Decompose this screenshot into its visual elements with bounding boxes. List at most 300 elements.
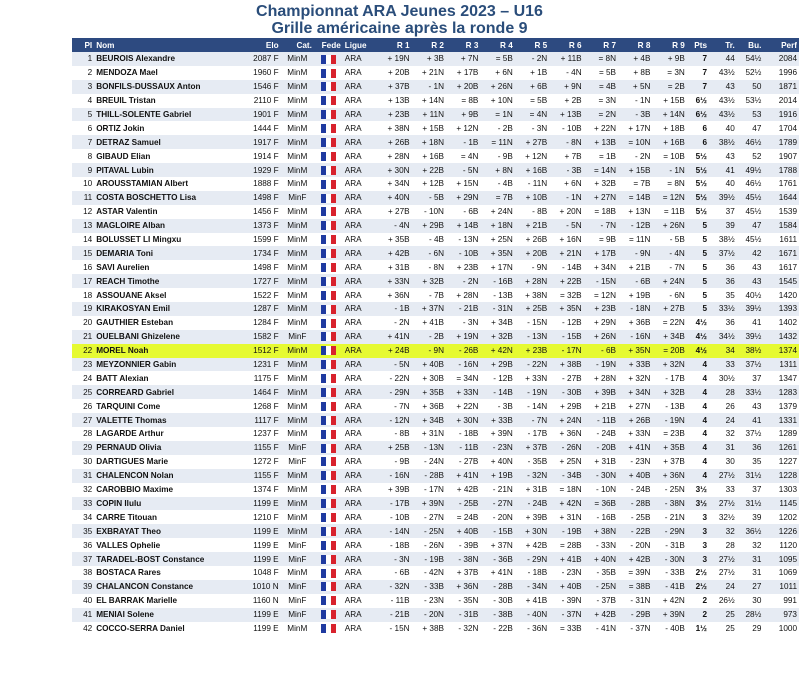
cell-r8: + 41N (618, 441, 652, 455)
cell-pts: 3½ (687, 483, 709, 497)
cell-pts: 3 (687, 538, 709, 552)
cell-r5: - 8B (515, 205, 549, 219)
cell-pl: 40 (72, 594, 94, 608)
france-flag-icon (321, 55, 336, 64)
cell-perf: 1539 (763, 205, 799, 219)
cell-pl: 28 (72, 427, 94, 441)
cell-ligue: ARA (343, 260, 374, 274)
cell-ligue: ARA (343, 483, 374, 497)
cell-r5: + 33N (515, 371, 549, 385)
cell-elo: 1231 F (234, 358, 281, 372)
cell-ligue: ARA (343, 538, 374, 552)
cell-r8: - 3B (618, 108, 652, 122)
cell-r1: - 5N (374, 358, 412, 372)
cell-ligue: ARA (343, 163, 374, 177)
cell-pts: 1½ (687, 622, 709, 636)
cell-elo: 1010 N (234, 580, 281, 594)
cell-pl: 39 (72, 580, 94, 594)
fede-cell (314, 316, 343, 330)
cell-r6: + 16N (549, 233, 583, 247)
france-flag-icon (321, 485, 336, 494)
cell-r3: - 38N (446, 552, 480, 566)
cell-name: CAROBBIO Maxime (94, 483, 234, 497)
cell-r7: = 8N (584, 52, 618, 66)
cell-tr: 34 (709, 344, 737, 358)
fede-cell (314, 358, 343, 372)
cell-ligue: ARA (343, 149, 374, 163)
cell-r1: - 32N (374, 580, 412, 594)
cell-r6: + 29B (549, 399, 583, 413)
cell-pts: 2 (687, 594, 709, 608)
cell-pts: 4 (687, 427, 709, 441)
cell-cat: MinM (281, 427, 314, 441)
cell-r2: + 37N (412, 302, 446, 316)
cell-cat: MinM (281, 483, 314, 497)
header-r4: R 4 (480, 38, 514, 52)
cell-bu: 46½ (737, 177, 764, 191)
cell-r5: - 19N (515, 385, 549, 399)
cell-tr: 24 (709, 580, 737, 594)
cell-name: KIRAKOSYAN Emil (94, 302, 234, 316)
table-row (72, 149, 799, 163)
cell-pts: 5 (687, 302, 709, 316)
cell-pts: 4 (687, 399, 709, 413)
cell-r4: = 1N (480, 108, 514, 122)
cell-tr: 27½ (709, 469, 737, 483)
cell-pts: 5½ (687, 205, 709, 219)
table-row (72, 163, 799, 177)
fede-cell (314, 510, 343, 524)
cell-tr: 39 (709, 219, 737, 233)
cell-r9: - 5B (652, 233, 686, 247)
cell-r4: - 14B (480, 385, 514, 399)
cell-perf: 1374 (763, 344, 799, 358)
cell-r5: + 20B (515, 246, 549, 260)
fede-cell (314, 121, 343, 135)
cell-r7: + 32B (584, 177, 618, 191)
cell-pl: 41 (72, 608, 94, 622)
cell-r4: + 10N (480, 94, 514, 108)
cell-r6: = 33B (549, 622, 583, 636)
cell-r4: + 18N (480, 219, 514, 233)
cell-r5: - 14N (515, 399, 549, 413)
cell-r8: + 13N (618, 205, 652, 219)
table-row (72, 233, 799, 247)
cell-r2: - 6N (412, 246, 446, 260)
france-flag-icon (321, 96, 336, 105)
cell-cat: MinM (281, 219, 314, 233)
cell-perf: 1907 (763, 149, 799, 163)
cell-elo: 2087 F (234, 52, 281, 66)
cell-pl: 9 (72, 163, 94, 177)
cell-name: MEYZONNIER Gabin (94, 358, 234, 372)
cell-r4: - 12B (480, 371, 514, 385)
cell-pts: 2½ (687, 566, 709, 580)
cell-r9: - 33B (652, 566, 686, 580)
cell-r1: + 40N (374, 191, 412, 205)
cell-r5: + 27B (515, 135, 549, 149)
cell-r4: - 15B (480, 524, 514, 538)
cell-ligue: ARA (343, 622, 374, 636)
cell-bu: 35 (737, 455, 764, 469)
cell-r4: - 31N (480, 302, 514, 316)
cell-name: CHALANCON Constance (94, 580, 234, 594)
cell-r6: = 32B (549, 288, 583, 302)
cell-r2: + 22B (412, 163, 446, 177)
cell-r5: - 40N (515, 608, 549, 622)
table-row (72, 177, 799, 191)
cell-perf: 1303 (763, 483, 799, 497)
france-flag-icon (321, 180, 336, 189)
cell-cat: MinF (281, 594, 314, 608)
cell-r5: - 29N (515, 552, 549, 566)
cell-r3: = 34N (446, 371, 480, 385)
cell-r2: + 16B (412, 149, 446, 163)
cell-ligue: ARA (343, 66, 374, 80)
cell-r4: + 33B (480, 413, 514, 427)
cell-r4: + 32B (480, 330, 514, 344)
cell-perf: 2084 (763, 52, 799, 66)
cell-r8: + 40B (618, 469, 652, 483)
fede-cell (314, 274, 343, 288)
cell-r1: - 7N (374, 399, 412, 413)
cell-pl: 13 (72, 219, 94, 233)
cell-r6: + 31N (549, 510, 583, 524)
cell-perf: 991 (763, 594, 799, 608)
fede-cell (314, 385, 343, 399)
cell-r2: - 27N (412, 510, 446, 524)
cell-tr: 24 (709, 413, 737, 427)
cell-r2: + 18N (412, 135, 446, 149)
cell-r6: + 38B (549, 358, 583, 372)
cell-name: VALETTE Thomas (94, 413, 234, 427)
table-body (72, 52, 799, 635)
france-flag-icon (321, 555, 336, 564)
cell-r7: - 25N (584, 580, 618, 594)
header-perf: Perf (763, 38, 799, 52)
cell-r8: + 17N (618, 121, 652, 135)
cell-name: COCCO-SERRA Daniel (94, 622, 234, 636)
cell-r1: + 20B (374, 66, 412, 80)
cell-cat: MinM (281, 302, 314, 316)
cell-r6: + 42N (549, 497, 583, 511)
cell-tr: 28 (709, 538, 737, 552)
cell-r3: - 6B (446, 205, 480, 219)
cell-r6: = 28B (549, 538, 583, 552)
cell-ligue: ARA (343, 219, 374, 233)
cell-ligue: ARA (343, 427, 374, 441)
cell-r1: + 33N (374, 274, 412, 288)
cell-r4: = 11N (480, 135, 514, 149)
table-row (72, 566, 799, 580)
france-flag-icon (321, 416, 336, 425)
cell-cat: MinM (281, 66, 314, 80)
cell-r7: - 15N (584, 274, 618, 288)
cell-r2: + 3B (412, 52, 446, 66)
france-flag-icon (321, 444, 336, 453)
cell-pl: 16 (72, 260, 94, 274)
cell-name: SAVI Aurelien (94, 260, 234, 274)
cell-tr: 37½ (709, 246, 737, 260)
cell-r2: - 26N (412, 538, 446, 552)
france-flag-icon (321, 360, 336, 369)
cell-cat: MinM (281, 288, 314, 302)
cell-bu: 45½ (737, 205, 764, 219)
cell-pts: 4½ (687, 344, 709, 358)
cell-elo: 1498 F (234, 191, 281, 205)
cell-r2: - 42N (412, 566, 446, 580)
cell-r5: + 6B (515, 80, 549, 94)
cell-tr: 36 (709, 316, 737, 330)
fede-cell (314, 566, 343, 580)
cell-r6: - 27B (549, 371, 583, 385)
cell-perf: 1379 (763, 399, 799, 413)
cell-r8: - 29B (618, 608, 652, 622)
cell-r4: - 38B (480, 608, 514, 622)
cell-r2: + 36B (412, 399, 446, 413)
france-flag-icon (321, 596, 336, 605)
cell-r9: = 2B (652, 80, 686, 94)
cell-r1: + 13B (374, 94, 412, 108)
cell-r2: + 31N (412, 427, 446, 441)
cell-perf: 1761 (763, 177, 799, 191)
table-row (72, 302, 799, 316)
cell-bu: 37½ (737, 358, 764, 372)
cell-r4: - 30B (480, 594, 514, 608)
cell-perf: 1145 (763, 497, 799, 511)
cell-r6: - 10B (549, 121, 583, 135)
cell-r5: - 24B (515, 497, 549, 511)
cell-cat: MinM (281, 177, 314, 191)
header-r8: R 8 (618, 38, 652, 52)
cell-r5: + 10B (515, 191, 549, 205)
cell-r1: - 1B (374, 302, 412, 316)
cell-pl: 29 (72, 441, 94, 455)
cell-r3: + 30N (446, 413, 480, 427)
cell-r6: - 30B (549, 385, 583, 399)
cell-pl: 18 (72, 288, 94, 302)
cell-r9: + 32N (652, 358, 686, 372)
cell-tr: 31 (709, 441, 737, 455)
cell-bu: 52½ (737, 66, 764, 80)
cell-r5: + 37B (515, 441, 549, 455)
cell-bu: 39½ (737, 330, 764, 344)
cell-r2: + 12B (412, 177, 446, 191)
cell-pl: 7 (72, 135, 94, 149)
cell-tr: 43 (709, 80, 737, 94)
cell-r7: + 40N (584, 552, 618, 566)
cell-r1: + 27B (374, 205, 412, 219)
cell-r6: - 39N (549, 594, 583, 608)
cell-pl: 1 (72, 52, 94, 66)
cell-name: LAGARDE Arthur (94, 427, 234, 441)
table-row (72, 455, 799, 469)
cell-r7: + 38N (584, 524, 618, 538)
cell-elo: 1727 F (234, 274, 281, 288)
table-row (72, 94, 799, 108)
cell-r3: + 37B (446, 566, 480, 580)
cell-r8: + 5N (618, 80, 652, 94)
cell-cat: MinM (281, 260, 314, 274)
cell-pl: 37 (72, 552, 94, 566)
cell-r9: - 31B (652, 538, 686, 552)
cell-name: BOLUSSET LI Mingxu (94, 233, 234, 247)
cell-ligue: ARA (343, 566, 374, 580)
cell-r8: + 34N (618, 385, 652, 399)
cell-cat: MinM (281, 274, 314, 288)
cell-r6: + 7B (549, 149, 583, 163)
cell-r7: + 31B (584, 455, 618, 469)
table-row (72, 108, 799, 122)
cell-tr: 36 (709, 274, 737, 288)
cell-name: BATT Alexian (94, 371, 234, 385)
fede-cell (314, 80, 343, 94)
cell-r9: + 9B (652, 52, 686, 66)
cell-r8: - 2N (618, 149, 652, 163)
cell-r9: = 3N (652, 66, 686, 80)
cell-perf: 973 (763, 608, 799, 622)
cell-r6: - 5N (549, 219, 583, 233)
table-row (72, 538, 799, 552)
cell-cat: MinM (281, 94, 314, 108)
cell-pts: 4 (687, 413, 709, 427)
cell-r6: - 8N (549, 135, 583, 149)
france-flag-icon (321, 221, 336, 230)
cell-r7: + 17B (584, 246, 618, 260)
cell-r3: - 18B (446, 427, 480, 441)
cell-pl: 14 (72, 233, 94, 247)
france-flag-icon (321, 124, 336, 133)
cell-r1: - 15N (374, 622, 412, 636)
fede-cell (314, 483, 343, 497)
cell-r4: - 4B (480, 177, 514, 191)
cell-r3: - 1B (446, 135, 480, 149)
cell-r1: + 34N (374, 177, 412, 191)
cell-name: ORTIZ Jokin (94, 121, 234, 135)
cell-bu: 36 (737, 441, 764, 455)
cell-tr: 43½ (709, 108, 737, 122)
table-row (72, 594, 799, 608)
cell-pts: 4 (687, 455, 709, 469)
fede-cell (314, 427, 343, 441)
cell-r6: - 19B (549, 524, 583, 538)
cell-pl: 2 (72, 66, 94, 80)
cell-r5: + 25B (515, 302, 549, 316)
cell-pl: 6 (72, 121, 94, 135)
cell-r3: - 31B (446, 608, 480, 622)
cell-r3: + 23B (446, 260, 480, 274)
cell-r9: = 11B (652, 205, 686, 219)
table-row (72, 622, 799, 636)
france-flag-icon (321, 624, 336, 633)
cell-pts: 4½ (687, 330, 709, 344)
header-r3: R 3 (446, 38, 480, 52)
cell-name: CHALENCON Nolan (94, 469, 234, 483)
cell-elo: 1901 F (234, 108, 281, 122)
cell-r4: - 28B (480, 580, 514, 594)
cell-r7: - 33N (584, 538, 618, 552)
cell-r9: + 32B (652, 385, 686, 399)
cell-perf: 1916 (763, 108, 799, 122)
cell-r3: = 4N (446, 149, 480, 163)
cell-pts: 3 (687, 552, 709, 566)
cell-perf: 1789 (763, 135, 799, 149)
fede-cell (314, 344, 343, 358)
cell-r9: - 19N (652, 413, 686, 427)
cell-r4: = 5B (480, 52, 514, 66)
fede-cell (314, 163, 343, 177)
cell-name: PERNAUD Olivia (94, 441, 234, 455)
cell-perf: 1671 (763, 246, 799, 260)
cell-pl: 35 (72, 524, 94, 538)
cell-r1: - 14N (374, 524, 412, 538)
cell-bu: 37 (737, 483, 764, 497)
cell-pl: 23 (72, 358, 94, 372)
cell-ligue: ARA (343, 274, 374, 288)
cell-pts: 7 (687, 52, 709, 66)
cell-cat: MinM (281, 316, 314, 330)
cell-ligue: ARA (343, 135, 374, 149)
cell-pts: 7 (687, 66, 709, 80)
france-flag-icon (321, 499, 336, 508)
table-row (72, 288, 799, 302)
france-flag-icon (321, 152, 336, 161)
cell-r3: + 19N (446, 330, 480, 344)
cell-elo: 1199 E (234, 622, 281, 636)
cell-r4: - 21N (480, 483, 514, 497)
cell-r5: + 23B (515, 344, 549, 358)
cell-pl: 20 (72, 316, 94, 330)
cell-r6: = 18N (549, 483, 583, 497)
cell-r3: - 27B (446, 455, 480, 469)
cell-pts: 5½ (687, 163, 709, 177)
cell-r5: = 4N (515, 108, 549, 122)
fede-cell (314, 149, 343, 163)
cell-r9: + 24N (652, 274, 686, 288)
cell-r9: - 38N (652, 497, 686, 511)
cell-r6: + 25N (549, 455, 583, 469)
table-row (72, 205, 799, 219)
fede-cell (314, 399, 343, 413)
cell-r8: + 15B (618, 163, 652, 177)
cell-elo: 1374 F (234, 483, 281, 497)
cell-r6: + 20N (549, 205, 583, 219)
cell-r2: - 1N (412, 80, 446, 94)
cell-cat: MinM (281, 413, 314, 427)
cell-cat: MinM (281, 149, 314, 163)
fede-cell (314, 441, 343, 455)
cell-elo: 1373 F (234, 219, 281, 233)
cell-tr: 43 (709, 149, 737, 163)
cell-r6: + 13B (549, 108, 583, 122)
cell-perf: 1283 (763, 385, 799, 399)
cell-r8: + 42B (618, 552, 652, 566)
cell-bu: 39 (737, 510, 764, 524)
cell-r7: + 27N (584, 191, 618, 205)
cell-ligue: ARA (343, 80, 374, 94)
cell-ligue: ARA (343, 358, 374, 372)
table-row (72, 344, 799, 358)
cell-pts: 5½ (687, 149, 709, 163)
fede-cell (314, 302, 343, 316)
title-block (0, 0, 799, 38)
table-row (72, 524, 799, 538)
cell-name: ASTAR Valentin (94, 205, 234, 219)
cell-r2: + 38B (412, 622, 446, 636)
cell-r8: = 14B (618, 191, 652, 205)
cell-r5: - 22N (515, 358, 549, 372)
cell-r5: + 12N (515, 149, 549, 163)
